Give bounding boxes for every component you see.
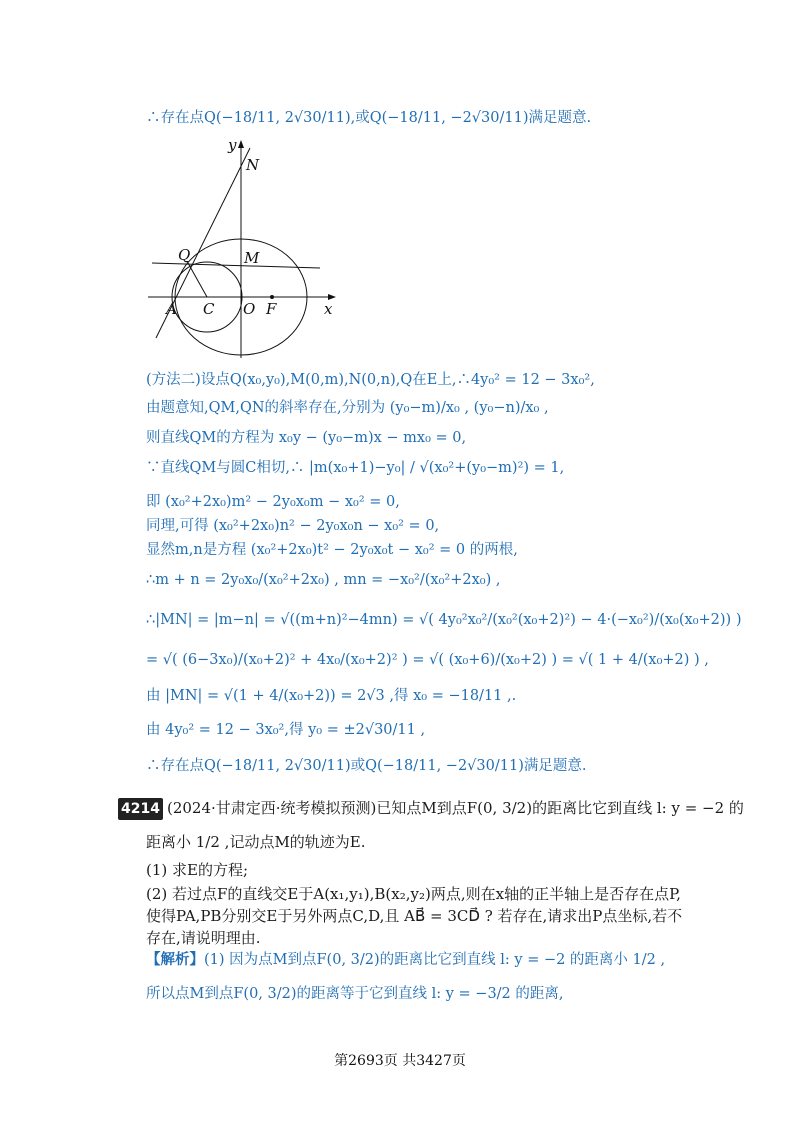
problem-part-2-line-1 [146,884,681,904]
text: (2) 若过点F的直线交E于A(x₁,y₁),B(x₂,y₂)两点,则在x轴的正半轴上是否存在点P, [146,885,681,903]
method2-line-8 [146,570,500,590]
text: (1) 因为点M到点F(0, 3/2)的距离比它到直线 l: y = −2 的距离小 1/2 , [204,952,666,968]
text: 使得PA,PB分别交E于另外两点C,D,且 AB⃗ = 3CD⃗ ? 若存在,请求出P点坐标,若不 [146,907,683,925]
label-C: C [203,300,215,318]
text: ∴m + n = 2y₀x₀/(x₀²+2x₀) , mn = −x₀²/(x₀²+2x₀) , [146,572,501,588]
text: (方法二)设点Q(x₀,y₀),M(0,m),N(0,n),Q在E上,∴4y₀² = 12 − 3x₀², [146,372,595,388]
method2-line-3 [146,428,466,448]
page-footer: 第2693页 共3427页 [334,1053,466,1069]
geometry-figure [146,136,346,358]
problem-part-2-line-2 [146,906,682,926]
label-y: y [228,136,237,154]
text: 由 4y₀² = 12 − 3x₀²,得 y₀ = ±2√30/11 , [146,722,426,738]
method2-line-2 [146,398,549,418]
text: 距离小 1/2 ,记动点M的轨迹为E. [146,833,366,851]
text: 即 (x₀²+2x₀)m² − 2y₀x₀m − x₀² = 0, [146,494,400,510]
method2-line-1 [146,370,595,390]
text: 由 |MN| = √(1 + 4/(x₀+2)) = 2√3 ,得 x₀ = −18/11 ,. [146,688,517,704]
conclusion-line-top [146,108,591,128]
label-F: F [266,300,277,318]
text: (1) 求E的方程; [146,861,249,879]
text: 同理,可得 (x₀²+2x₀)n² − 2y₀x₀n − x₀² = 0, [146,518,440,534]
label-Q: Q [178,246,191,264]
analysis-line-2 [146,984,564,1004]
problem-part-1 [146,860,248,880]
conclusion-line-bottom [146,756,586,776]
text: = √( (6−3x₀)/(x₀+2)² + 4x₀/(x₀+2)² ) = √( (x₀+6)/(x₀+2) ) = √( 1 + 4/(x₀+2) ) , [146,652,709,668]
text: ∴存在点Q(−18/11, 2√30/11),或Q(−18/11, −2√30/11)满足题意. [146,110,592,126]
problem-part-2-line-3 [146,928,261,948]
method2-line-6 [146,516,439,536]
label-x: x [324,300,333,318]
label-A: A [166,300,177,318]
text: 存在,请说明理由. [146,929,261,947]
text: ∴|MN| = |m−n| = √((m+n)²−4mn) = √( 4y₀²x₀²/(x₀²(x₀+2)²) − 4·(−x₀²)/(x₀(x₀+2)) ) [146,612,742,628]
label-N: N [246,156,260,174]
method2-line-4 [146,458,564,478]
method2-line-7 [146,540,518,560]
text: 显然m,n是方程 (x₀²+2x₀)t² − 2y₀x₀t − x₀² = 0 的两根, [146,542,518,558]
label-M: M [244,249,260,267]
analysis-line-1 [146,950,665,970]
problem-line-1 [118,798,744,820]
method2-line-9 [146,610,741,630]
text: ∴存在点Q(−18/11, 2√30/11)或Q(−18/11, −2√30/11)满足题意. [146,758,587,774]
text: 则直线QM的方程为 x₀y − (y₀−m)x − mx₀ = 0, [146,430,467,446]
text: (2024·甘肃定西·统考模拟预测)已知点M到点F(0, 3/2)的距离比它到直线 l: y = −2 的 [166,799,744,817]
method2-line-10 [146,650,709,670]
method2-line-12 [146,720,425,740]
method2-line-11 [146,686,516,706]
text: 由题意知,QM,QN的斜率存在,分别为 (y₀−m)/x₀ , (y₀−n)/x₀ , [146,400,549,416]
text: ∵直线QM与圆C相切,∴ |m(x₀+1)−y₀| / √(x₀²+(y₀−m)²) = 1, [146,460,565,476]
method2-line-5 [146,492,400,512]
label-O: O [243,300,256,318]
problem-line-2 [146,832,366,852]
text: 所以点M到点F(0, 3/2)的距离等于它到直线 l: y = −3/2 的距离, [146,986,564,1002]
analysis-label: 【解析】 [146,951,204,968]
problem-number-badge: 4214 [118,798,163,820]
